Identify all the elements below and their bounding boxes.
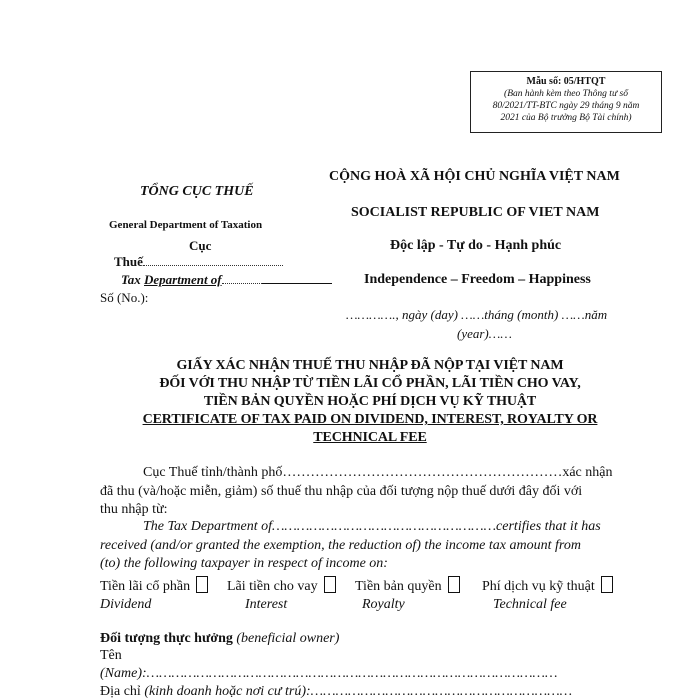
tax-dept-underline <box>262 283 332 284</box>
title-en-line2: TECHNICAL FEE <box>313 430 427 445</box>
income-option-royalty[interactable] <box>355 576 460 595</box>
tax-prefix: Tax <box>121 272 141 287</box>
tax-dept-fill <box>222 283 262 284</box>
country-name-vi: CỘNG HOÀ XÃ HỘI CHỦ NGHĨA VIỆT NAM <box>329 169 620 184</box>
beneficial-owner-en: (beneficial owner) <box>236 631 340 646</box>
number-label: Số (No.): <box>100 290 149 305</box>
thue-label <box>114 254 283 270</box>
interest-label-vi: Lãi tiền cho vay <box>227 579 318 594</box>
date-line-year: (year)…… <box>457 326 512 341</box>
form-number-box <box>470 71 662 133</box>
title-vi-line2: ĐỐI VỚI THU NHẬP TỪ TIỀN LÃI CỔ PHẦN, LÃI TIỀN CHO VAY, <box>159 376 581 391</box>
cuc-label: Cục <box>189 238 212 253</box>
thue-text: Thuế <box>114 254 143 269</box>
agency-name-vi: TỔNG CỤC THUẾ <box>140 184 254 199</box>
dividend-label-vi: Tiền lãi cổ phần <box>100 579 191 594</box>
income-option-technical-fee[interactable] <box>482 576 613 595</box>
technical-fee-label-vi: Phí dịch vụ kỹ thuật <box>482 579 595 594</box>
motto-en: Independence – Freedom – Happiness <box>364 272 591 287</box>
form-note-line3: 2021 của Bộ trưởng Bộ Tài chính) <box>500 113 632 123</box>
income-option-interest[interactable] <box>227 576 336 595</box>
date-line: …………., ngày (day) ……tháng (month) ……năm <box>346 307 608 322</box>
royalty-checkbox[interactable] <box>448 576 460 593</box>
body-en-line3: (to) the following taxpayer in respect of income on: <box>100 556 388 571</box>
address-field[interactable] <box>100 684 572 700</box>
motto-vi: Độc lập - Tự do - Hạnh phúc <box>390 238 562 253</box>
dividend-label-en: Dividend <box>100 597 152 612</box>
body-en-line2: received (and/or granted the exemption, the reduction of) the income tax amount from <box>100 538 581 553</box>
agency-name-en: General Department of Taxation <box>109 219 263 231</box>
thue-fill-line <box>143 265 283 266</box>
form-note-line1: (Ban hành kèm theo Thông tư số <box>504 89 628 99</box>
body-en-line1: The Tax Department of………………………………………………certifies that it has <box>143 519 601 534</box>
beneficial-owner-vi: Đối tượng thực hưởng <box>100 631 233 646</box>
interest-checkbox[interactable] <box>324 576 336 593</box>
body-vi-line1: Cục Thuế tỉnh/thành phố……………………………………………………xác nhận <box>143 465 613 480</box>
royalty-label-vi: Tiền bản quyền <box>355 579 442 594</box>
dividend-checkbox[interactable] <box>196 576 208 593</box>
name-label-vi: Tên <box>100 648 122 663</box>
body-vi-line3: thu nhập từ: <box>100 502 168 517</box>
tax-dept-label <box>121 272 332 288</box>
beneficial-owner-heading <box>100 631 339 647</box>
title-vi-line3: TIỀN BẢN QUYỀN HOẶC PHÍ DỊCH VỤ KỸ THUẬT <box>203 394 537 409</box>
technical-fee-label-en: Technical fee <box>493 597 567 612</box>
title-en-line1: CERTIFICATE OF TAX PAID ON DIVIDEND, INTEREST, ROYALTY OR <box>142 412 598 427</box>
address-label-vi: Địa chỉ <box>100 684 141 699</box>
form-note-line2: 80/2021/TT-BTC ngày 29 tháng 9 năm <box>492 101 640 111</box>
title-vi-line1: GIẤY XÁC NHẬN THUẾ THU NHẬP ĐÃ NỘP TẠI VIỆT NAM <box>176 358 564 373</box>
income-option-dividend[interactable] <box>100 576 208 595</box>
tax-dept-text: Department of <box>144 272 222 287</box>
name-field[interactable]: (Name):……………………………………………………………………………………… <box>100 666 558 681</box>
technical-fee-checkbox[interactable] <box>601 576 613 593</box>
form-number: Mẫu số: 05/HTQT <box>526 76 606 87</box>
address-label-en: (kinh doanh hoặc nơi cư trú):……………………………………………………… <box>144 684 573 699</box>
country-name-en: SOCIALIST REPUBLIC OF VIET NAM <box>351 205 600 220</box>
royalty-label-en: Royalty <box>362 597 405 612</box>
interest-label-en: Interest <box>245 597 288 612</box>
body-vi-line2: đã thu (và/hoặc miễn, giảm) số thuế thu nhập của đối tượng nộp thuế dưới đây đối với <box>100 484 583 499</box>
